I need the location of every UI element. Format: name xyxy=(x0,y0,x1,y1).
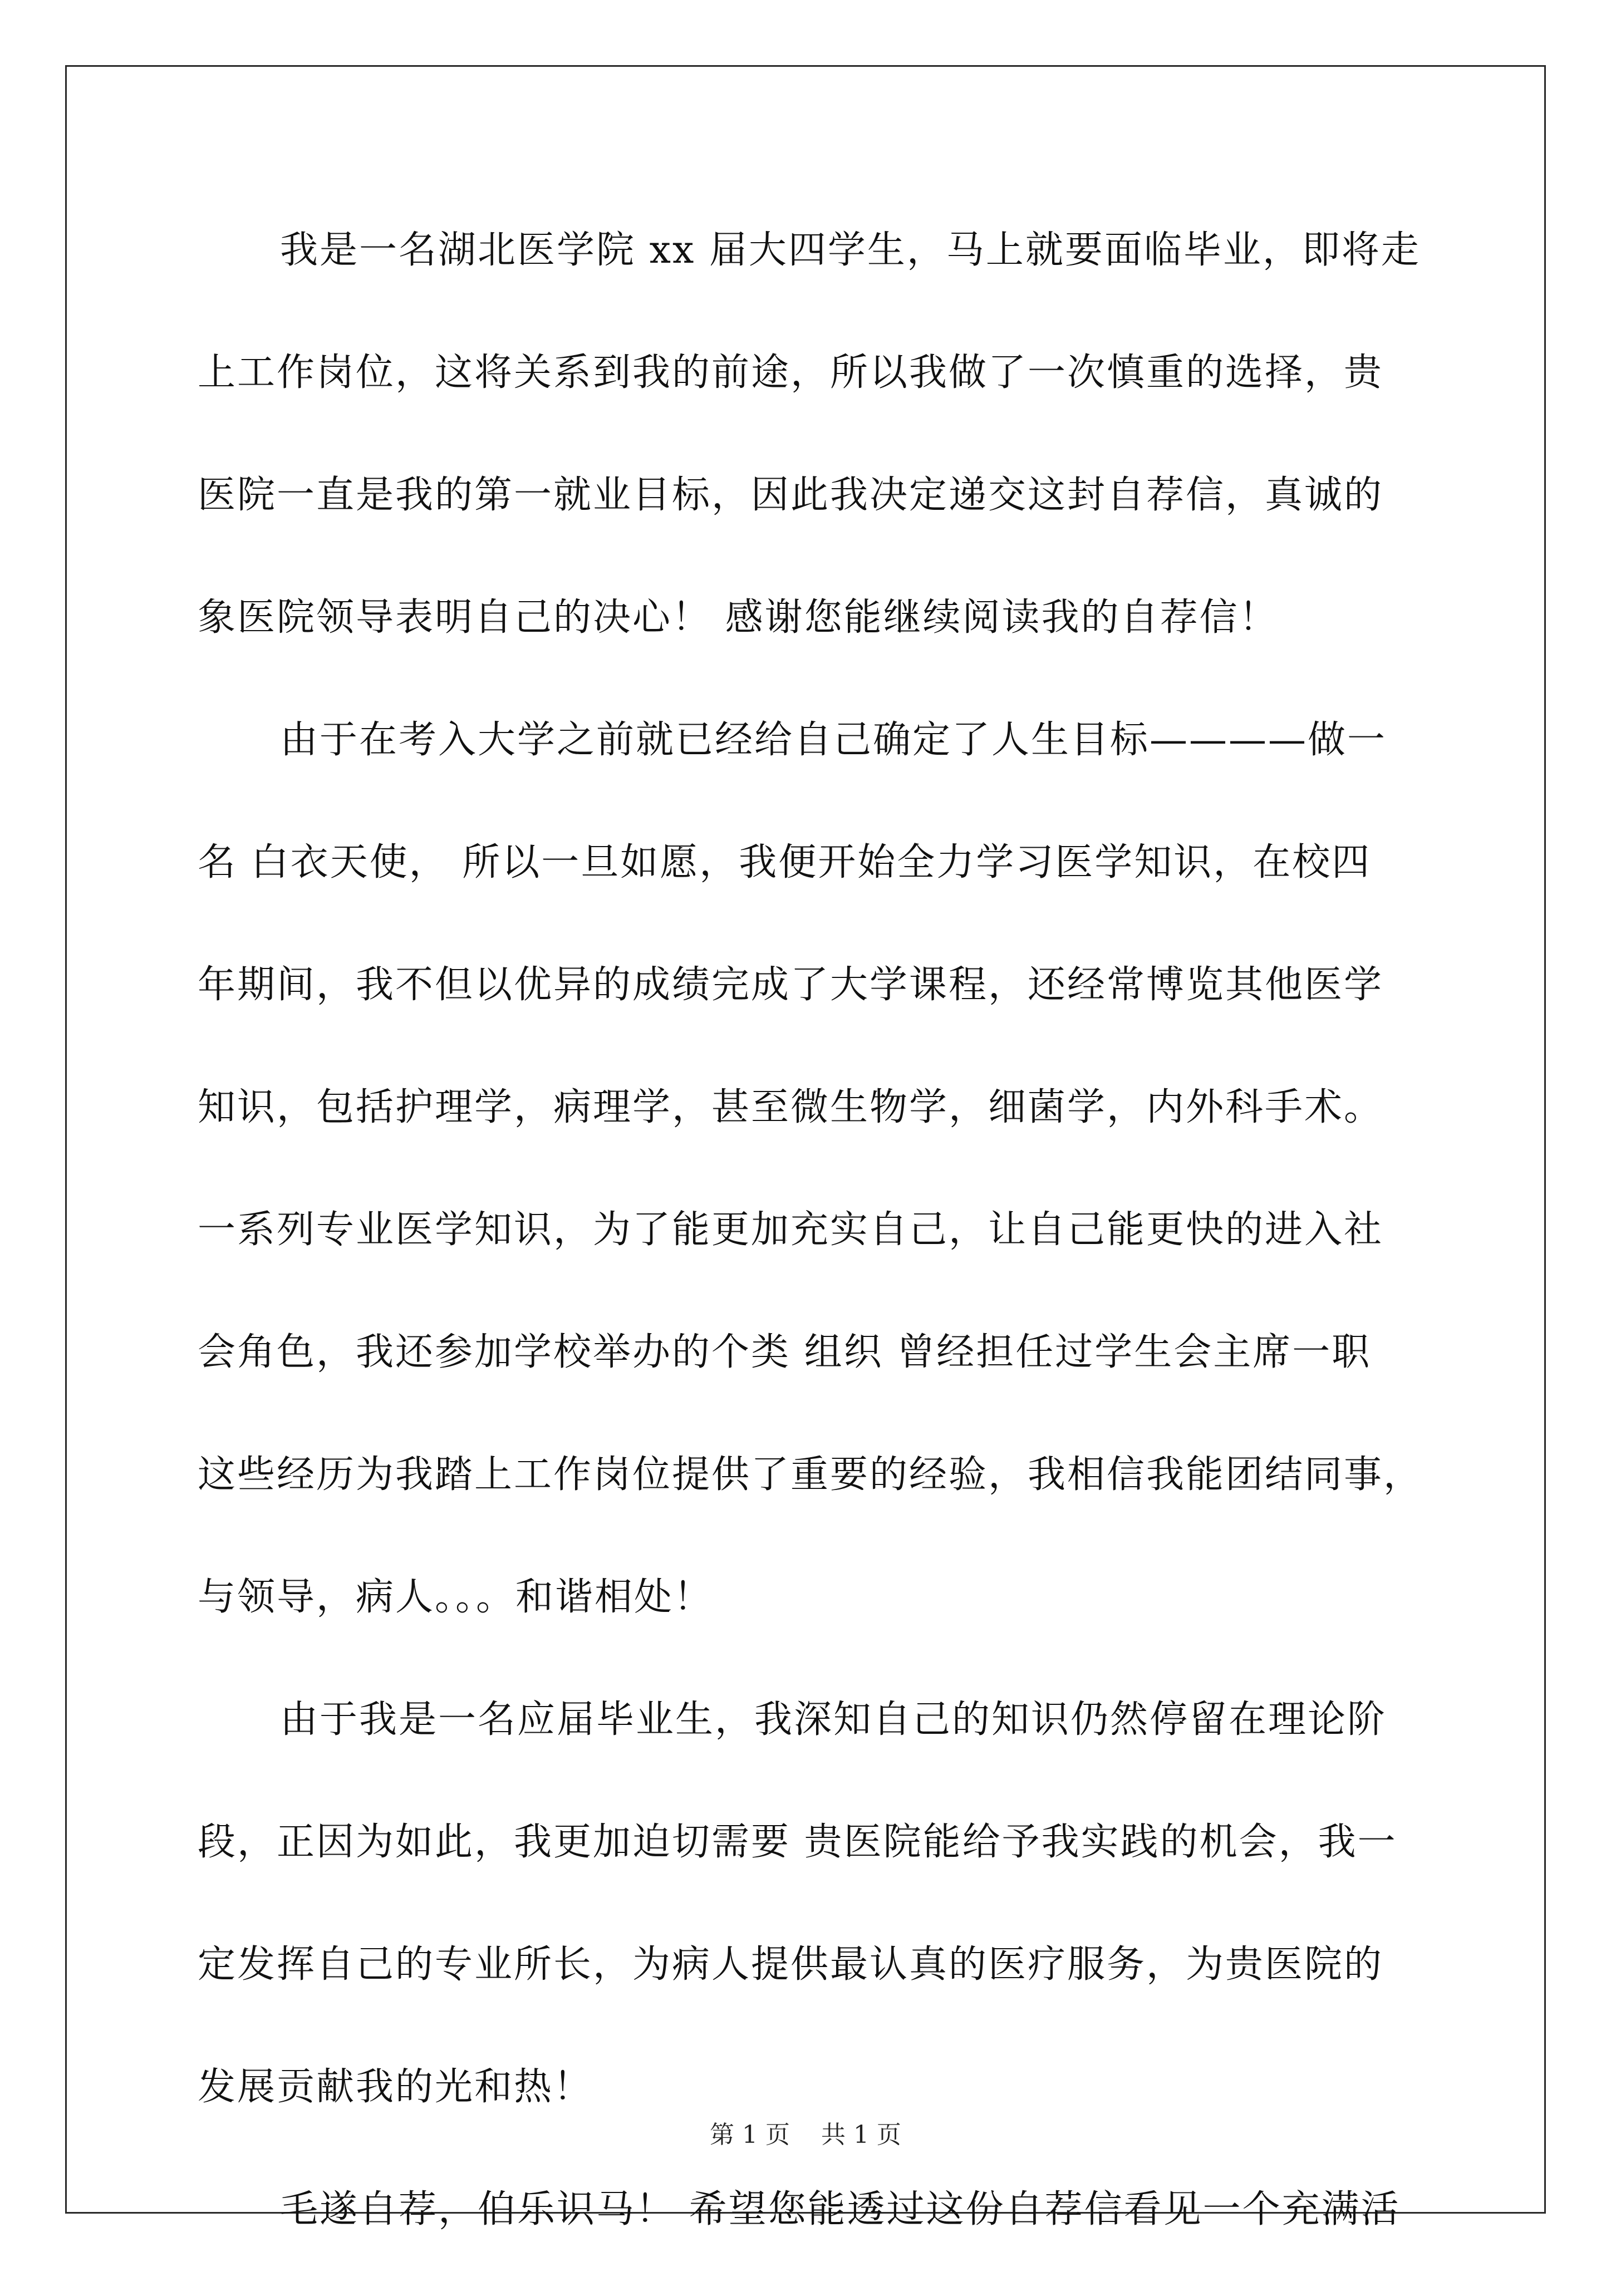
page-footer: 第 1 页 共 1 页 xyxy=(710,2121,901,2149)
text-line: 上工作岗位，这将关系到我的前途，所以我做了一次慎重的选择，贵 xyxy=(198,351,1384,395)
text-line: 我是一名湖北医学院 xx 届大四学生，马上就要面临毕业，即将走 xyxy=(280,228,1421,272)
text-line: 由于我是一名应届毕业生，我深知自己的知识仍然停留在理论阶 xyxy=(280,1698,1387,1742)
text-line: 定发挥自己的专业所长，为病人提供最认真的医疗服务，为贵医院的 xyxy=(198,1943,1384,1987)
text-line: 知识，包括护理学，病理学，甚至微生物学，细菌学，内外科手术。 xyxy=(198,1085,1384,1129)
text-line: 会角色，我还参加学校举办的个类 组织 曾经担任过学生会主席一职 xyxy=(198,1330,1372,1374)
text-line: 毛遂自荐，伯乐识马！ 希望您能透过这份自荐信看见一个充满活 xyxy=(280,2187,1401,2231)
text-line: 这些经历为我踏上工作岗位提供了重要的经验，我相信我能团结同事， xyxy=(198,1453,1423,1497)
text-line: 名 白衣天使， 所以一旦如愿，我便开始全力学习医学知识，在校四 xyxy=(198,840,1372,884)
letter-body xyxy=(198,214,1422,2296)
text-line: 象医院领导表明自己的决心！ 感谢您能继续阅读我的自荐信！ xyxy=(198,596,1279,640)
text-line: 段，正因为如此，我更加迫切需要 贵医院能给予我实践的机会，我一 xyxy=(198,1820,1397,1864)
text-line: 医院一直是我的第一就业目标，因此我决定递交这封自荐信，真诚的 xyxy=(198,473,1384,517)
text-line: 一系列专业医学知识，为了能更加充实自己，让自己能更快的进入社 xyxy=(198,1208,1384,1252)
text-line: 由于在考入大学之前就已经给自己确定了人生目标————做一 xyxy=(280,718,1387,762)
text-line: 与领导，病人。。。和谐相处！ xyxy=(198,1575,714,1619)
text-line: 年期间，我不但以优异的成绩完成了大学课程，还经常博览其他医学 xyxy=(198,963,1384,1007)
text-line: 发展贡献我的光和热！ xyxy=(198,2065,593,2109)
